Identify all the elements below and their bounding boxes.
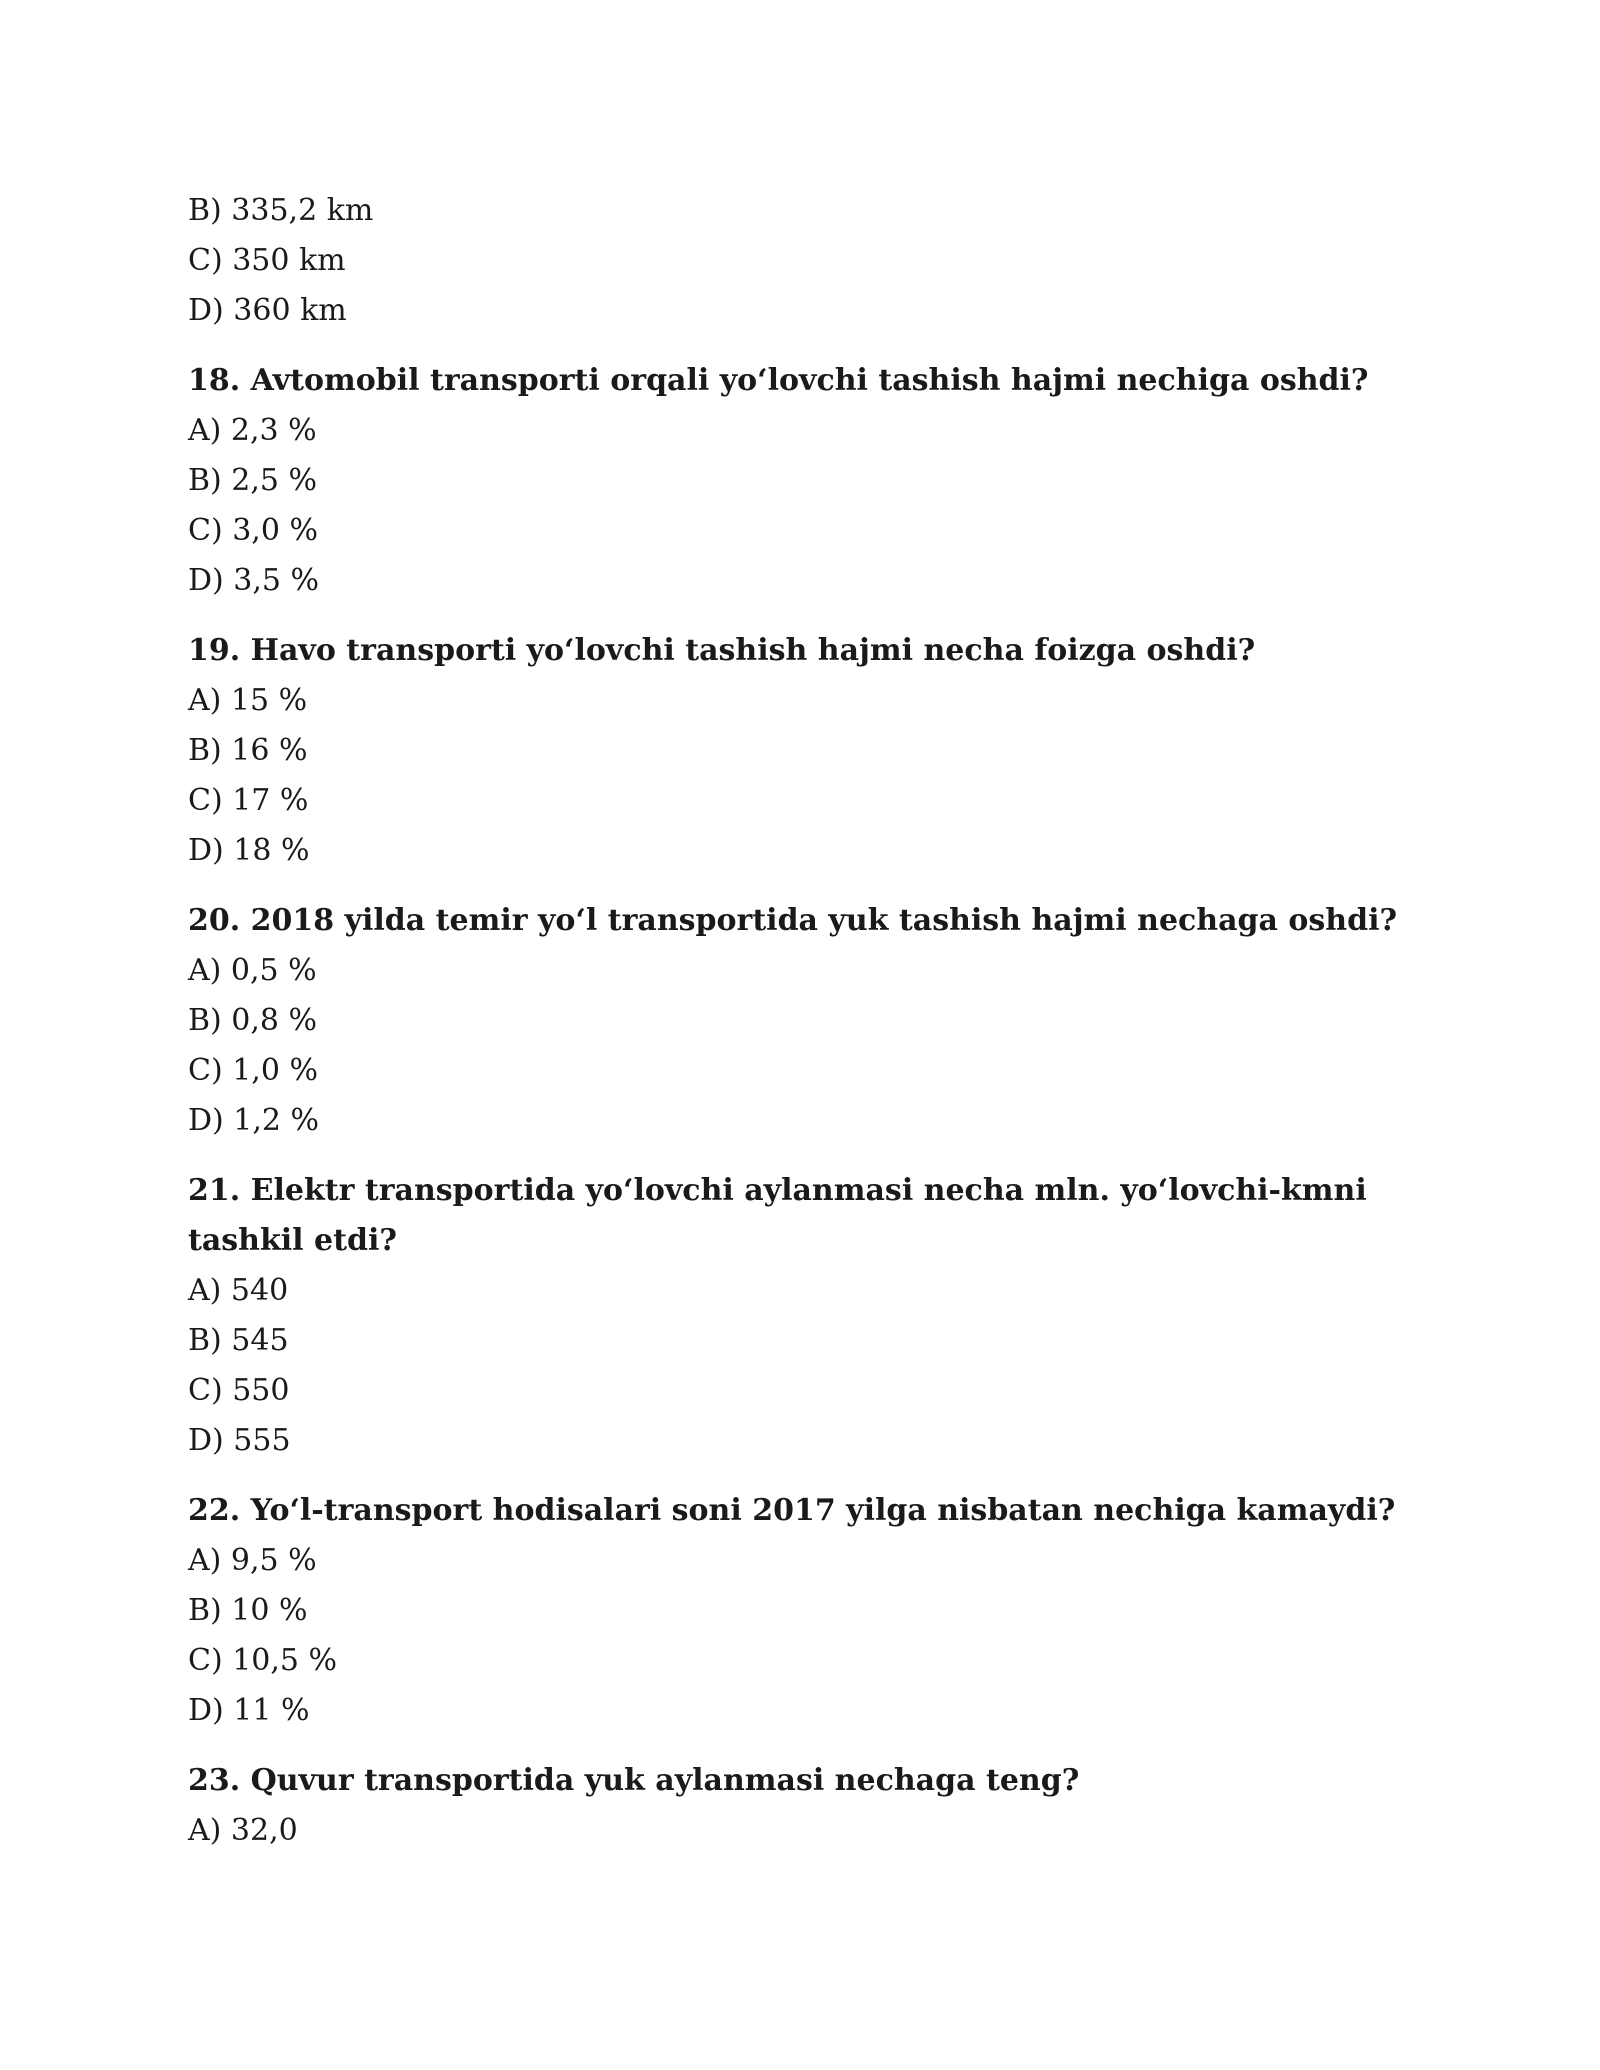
answer-option: D) 360 km bbox=[188, 293, 347, 328]
question-text: 22. Yo‘l-transport hodisalari soni 2017 yilga nisbatan nechiga kamaydi? bbox=[188, 1493, 1396, 1528]
answer-option: A) 540 bbox=[188, 1273, 289, 1308]
answer-option: D) 555 bbox=[188, 1423, 291, 1458]
answer-option: B) 0,8 % bbox=[188, 1003, 318, 1038]
answer-option: D) 3,5 % bbox=[188, 563, 320, 598]
question-text: 19. Havo transporti yo‘lovchi tashish hajmi necha foizga oshdi? bbox=[188, 633, 1256, 668]
answer-option: B) 545 bbox=[188, 1323, 289, 1358]
answer-option: A) 32,0 bbox=[188, 1813, 298, 1848]
question-20 bbox=[188, 896, 1448, 1146]
question-text: 21. Elektr transportida yo‘lovchi aylanmasi necha mln. yo‘lovchi-kmni tashkil etdi? bbox=[188, 1173, 1367, 1258]
answer-option: C) 1,0 % bbox=[188, 1053, 318, 1088]
answer-option: C) 350 km bbox=[188, 243, 346, 278]
answer-option: A) 0,5 % bbox=[188, 953, 317, 988]
answer-option: D) 1,2 % bbox=[188, 1103, 320, 1138]
answer-option: C) 10,5 % bbox=[188, 1643, 338, 1678]
question-23 bbox=[188, 1756, 1448, 1856]
answer-option: A) 15 % bbox=[188, 683, 308, 718]
answer-option: C) 17 % bbox=[188, 783, 309, 818]
question-text: 18. Avtomobil transporti orqali yo‘lovchi tashish hajmi nechiga oshdi? bbox=[188, 363, 1369, 398]
question-17-continuation bbox=[188, 186, 1448, 336]
answer-option: D) 18 % bbox=[188, 833, 310, 868]
quiz-content bbox=[188, 186, 1448, 1856]
answer-option: A) 9,5 % bbox=[188, 1543, 317, 1578]
question-21 bbox=[188, 1166, 1448, 1466]
answer-option: C) 3,0 % bbox=[188, 513, 318, 548]
question-22 bbox=[188, 1486, 1448, 1736]
question-19 bbox=[188, 626, 1448, 876]
answer-option: A) 2,3 % bbox=[188, 413, 317, 448]
answer-option: D) 11 % bbox=[188, 1693, 310, 1728]
answer-option: C) 550 bbox=[188, 1373, 290, 1408]
question-text: 23. Quvur transportida yuk aylanmasi nechaga teng? bbox=[188, 1763, 1080, 1798]
answer-option: B) 10 % bbox=[188, 1593, 308, 1628]
question-18 bbox=[188, 356, 1448, 606]
answer-option: B) 2,5 % bbox=[188, 463, 318, 498]
question-text: 20. 2018 yilda temir yo‘l transportida yuk tashish hajmi nechaga oshdi? bbox=[188, 903, 1398, 938]
answer-option: B) 335,2 km bbox=[188, 193, 374, 228]
answer-option: B) 16 % bbox=[188, 733, 308, 768]
